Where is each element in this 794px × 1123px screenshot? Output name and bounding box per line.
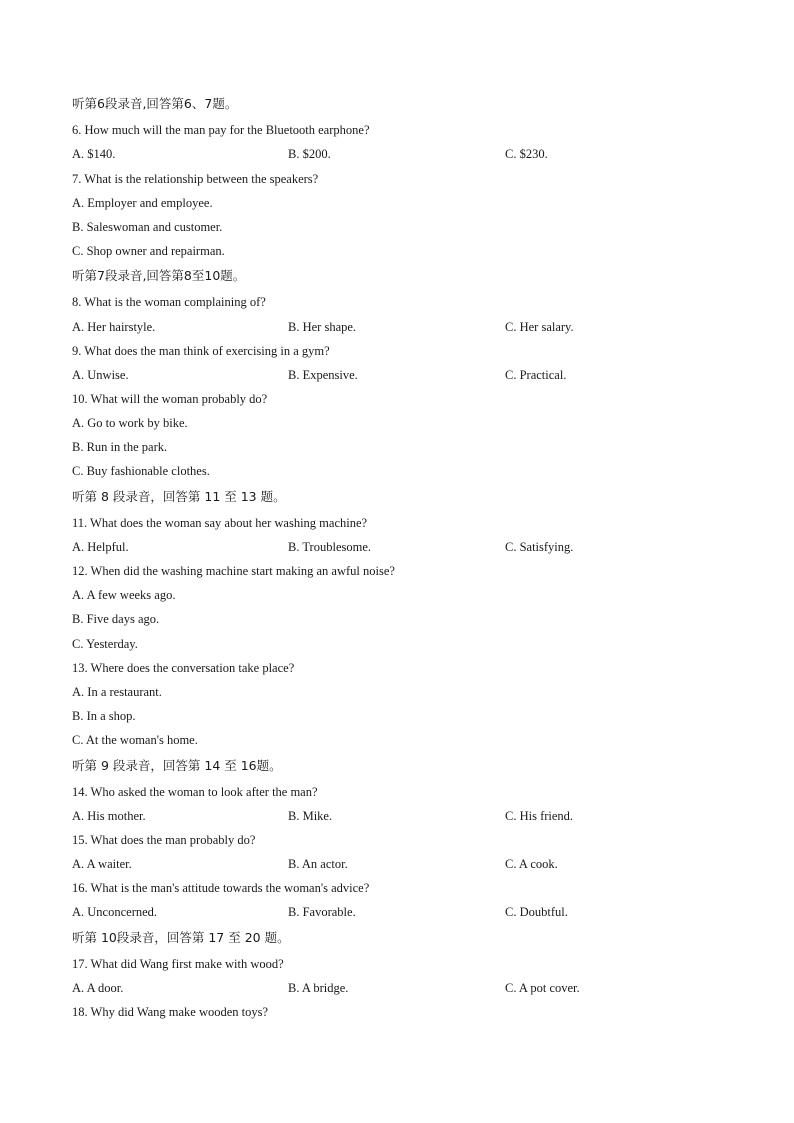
section-header-10: 听第 10段录音，回答第 17 至 20 题。 [72, 930, 290, 945]
question-14-stem: 14. Who asked the woman to look after the man? [72, 785, 318, 799]
option-a: A. Unwise. [72, 368, 129, 382]
option-b: B. An actor. [288, 857, 348, 871]
option-a: A. His mother. [72, 809, 146, 823]
section-header-8: 听第 8 段录音，回答第 11 至 13 题。 [72, 489, 286, 504]
option-a: A. A waiter. [72, 857, 132, 871]
option-b: B. Favorable. [288, 905, 356, 919]
option-b: B. Mike. [288, 809, 333, 823]
question-16-stem: 16. What is the man's attitude towards the woman's advice? [72, 881, 370, 895]
option-c: C. Doubtful. [505, 905, 568, 919]
question-15-stem: 15. What does the man probably do? [72, 833, 256, 847]
option-a: A. A few weeks ago. [72, 588, 176, 602]
option-c: C. $230. [505, 147, 548, 161]
option-c: C. Shop owner and repairman. [72, 244, 225, 258]
option-a: A. Helpful. [72, 540, 129, 554]
option-a: A. In a restaurant. [72, 685, 162, 699]
option-c: C. Practical. [505, 368, 567, 382]
question-13-stem: 13. Where does the conversation take place? [72, 661, 295, 675]
option-b: B. A bridge. [288, 981, 349, 995]
question-9-stem: 9. What does the man think of exercising in a gym? [72, 344, 330, 358]
option-c: C. Buy fashionable clothes. [72, 464, 210, 478]
question-7-stem: 7. What is the relationship between the speakers? [72, 172, 319, 186]
section-header-7: 听第7段录音,回答第8至10题。 [72, 268, 246, 283]
question-12-stem: 12. When did the washing machine start making an awful noise? [72, 564, 395, 578]
option-c: C. Yesterday. [72, 637, 138, 651]
section-header-6: 听第6段录音,回答第6、7题。 [72, 96, 238, 111]
option-b: B. $200. [288, 147, 331, 161]
option-c: C. A cook. [505, 857, 558, 871]
option-c: C. Her salary. [505, 320, 574, 334]
question-11-stem: 11. What does the woman say about her washing machine? [72, 516, 368, 530]
option-b: B. Expensive. [288, 368, 358, 382]
question-6-stem: 6. How much will the man pay for the Bluetooth earphone? [72, 123, 370, 137]
option-a: A. Her hairstyle. [72, 320, 156, 334]
option-c: C. At the woman's home. [72, 733, 198, 747]
option-b: B. Her shape. [288, 320, 357, 334]
option-a: A. Go to work by bike. [72, 416, 188, 430]
section-header-9: 听第 9 段录音，回答第 14 至 16题。 [72, 758, 282, 773]
question-10-stem: 10. What will the woman probably do? [72, 392, 268, 406]
option-b: B. Troublesome. [288, 540, 372, 554]
option-b: B. Saleswoman and customer. [72, 220, 223, 234]
option-a: A. $140. [72, 147, 116, 161]
question-18-stem: 18. Why did Wang make wooden toys? [72, 1005, 269, 1019]
option-c: C. His friend. [505, 809, 574, 823]
option-c: C. Satisfying. [505, 540, 574, 554]
question-8-stem: 8. What is the woman complaining of? [72, 295, 266, 309]
option-b: B. Run in the park. [72, 440, 168, 454]
option-a: A. A door. [72, 981, 124, 995]
option-a: A. Unconcerned. [72, 905, 158, 919]
option-b: B. In a shop. [72, 709, 136, 723]
option-a: A. Employer and employee. [72, 196, 213, 210]
question-17-stem: 17. What did Wang first make with wood? [72, 957, 284, 971]
option-b: B. Five days ago. [72, 612, 160, 626]
option-c: C. A pot cover. [505, 981, 580, 995]
